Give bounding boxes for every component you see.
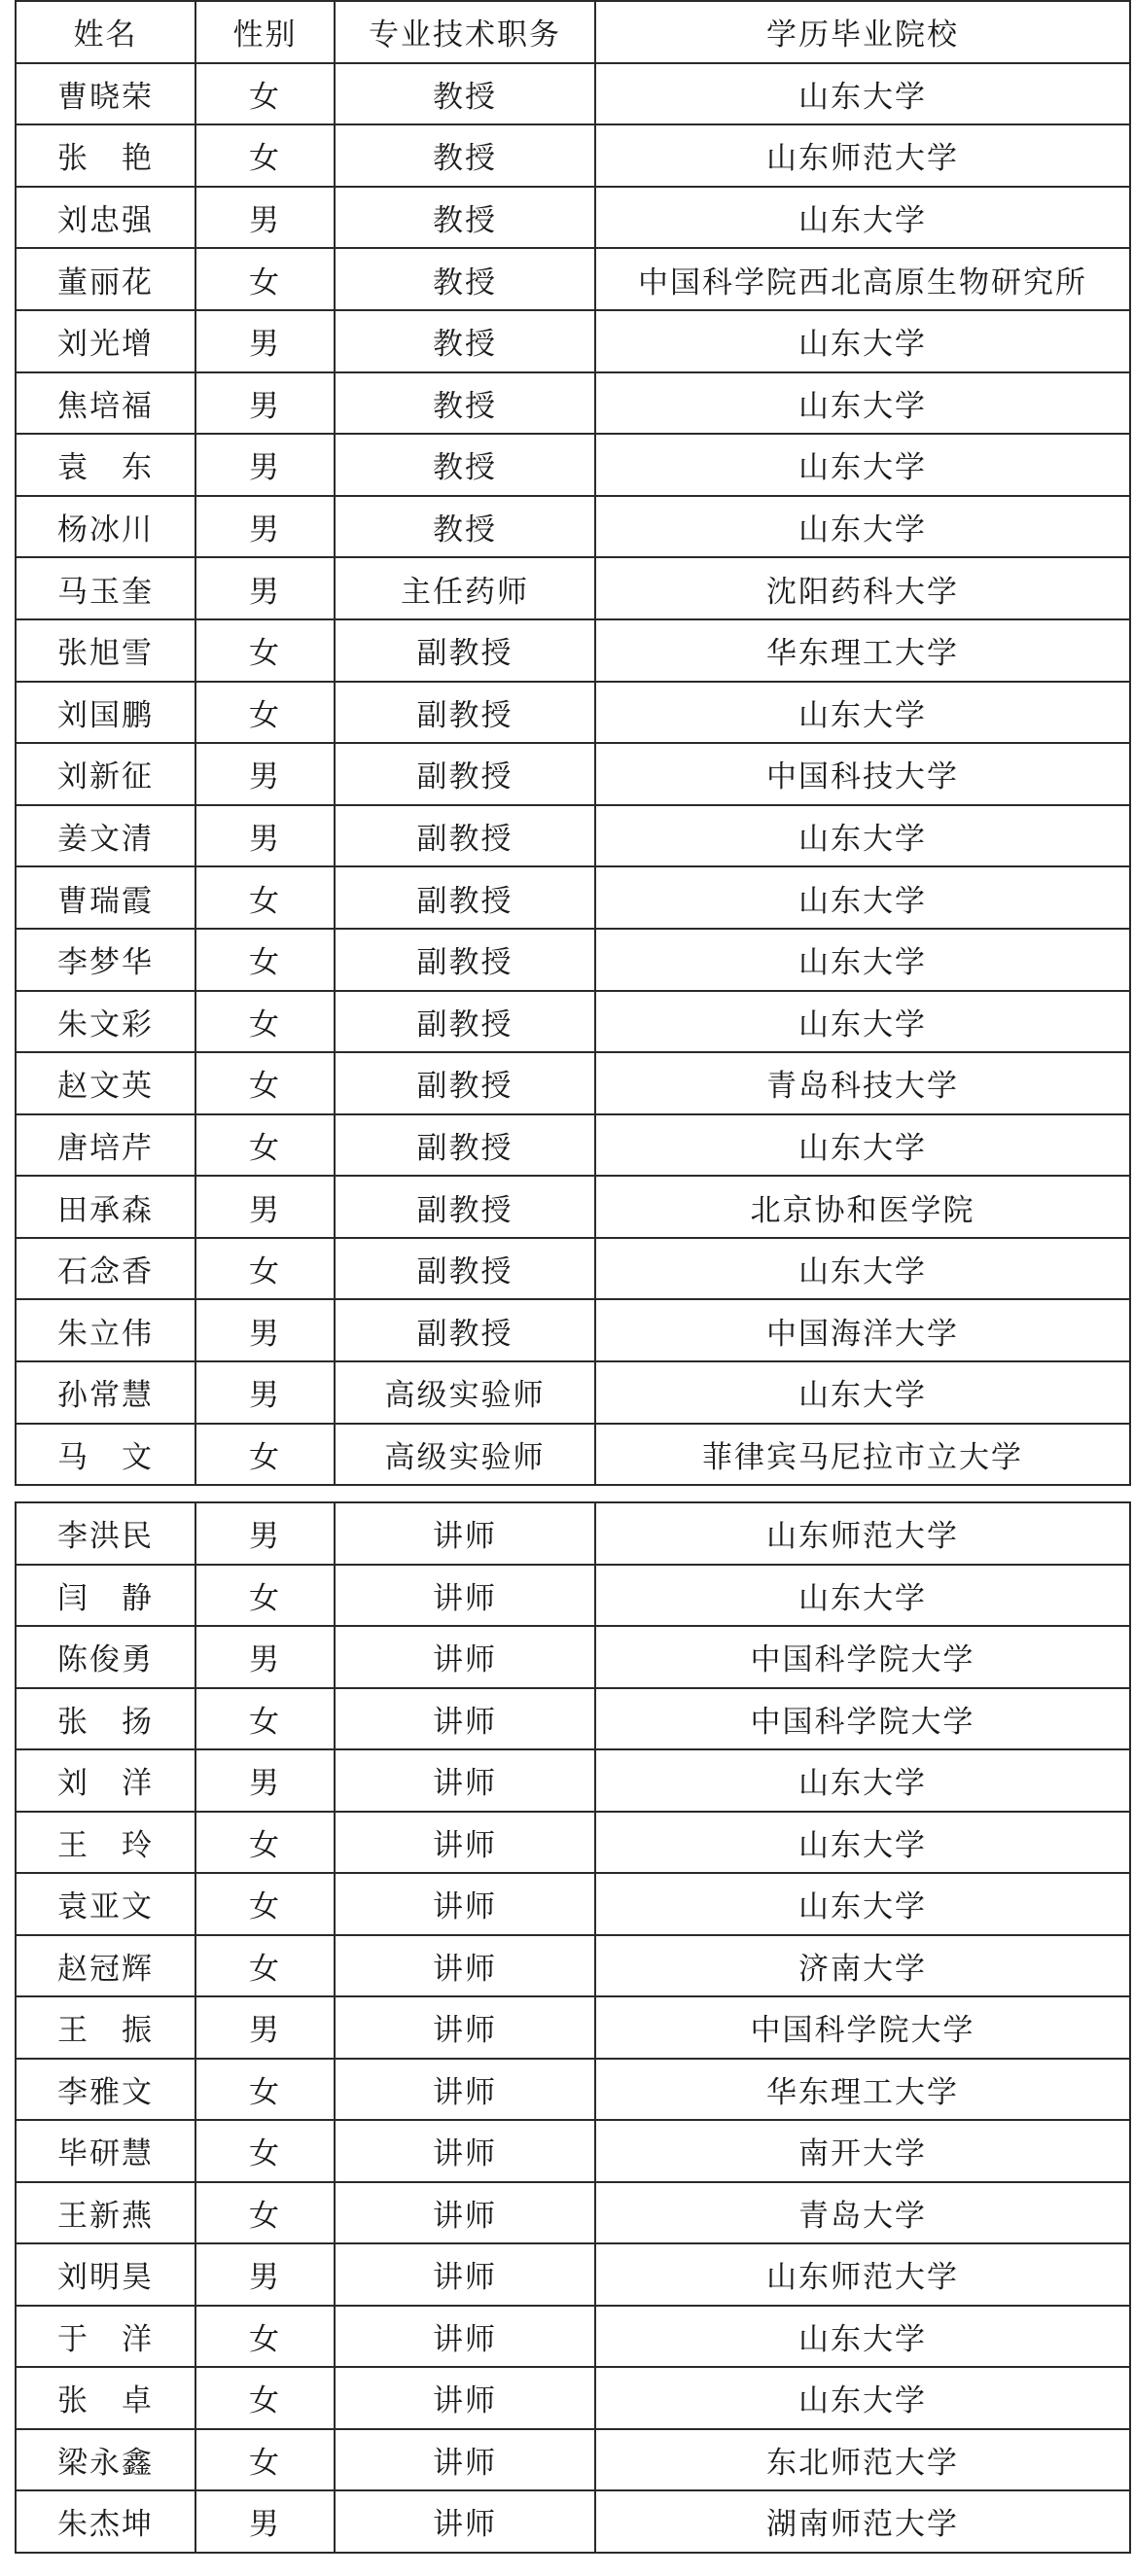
table-row xyxy=(16,866,1130,929)
cell-name: 曹晓荣 xyxy=(16,63,195,125)
cell-title: 副教授 xyxy=(335,1299,595,1361)
cell-school: 山东大学 xyxy=(595,866,1130,929)
cell-title: 教授 xyxy=(335,496,595,558)
cell-name: 马 文 xyxy=(16,1424,195,1486)
cell-title: 讲师 xyxy=(335,2120,595,2182)
cell-name: 董丽花 xyxy=(16,248,195,310)
cell-school: 山东师范大学 xyxy=(595,124,1130,187)
cell-title: 高级实验师 xyxy=(335,1424,595,1486)
cell-title: 副教授 xyxy=(335,1052,595,1114)
table-row xyxy=(16,1176,1130,1238)
cell-title: 讲师 xyxy=(335,2367,595,2429)
cell-title: 讲师 xyxy=(335,2182,595,2244)
cell-school: 山东大学 xyxy=(595,682,1130,744)
cell-school: 中国海洋大学 xyxy=(595,1299,1130,1361)
cell-name: 王 玲 xyxy=(16,1812,195,1874)
cell-school: 山东大学 xyxy=(595,2367,1130,2429)
cell-gender: 男 xyxy=(195,557,335,619)
cell-title: 副教授 xyxy=(335,805,595,867)
cell-gender: 男 xyxy=(195,434,335,496)
cell-title: 讲师 xyxy=(335,1565,595,1627)
cell-gender: 女 xyxy=(195,619,335,682)
cell-name: 张 卓 xyxy=(16,2367,195,2429)
cell-name: 李梦华 xyxy=(16,929,195,991)
table-row xyxy=(16,1114,1130,1177)
cell-title: 主任药师 xyxy=(335,557,595,619)
table-row xyxy=(16,991,1130,1053)
cell-title: 副教授 xyxy=(335,682,595,744)
table-row xyxy=(16,2182,1130,2244)
cell-school: 山东师范大学 xyxy=(595,2243,1130,2306)
table-row xyxy=(16,2429,1130,2491)
cell-gender: 男 xyxy=(195,1299,335,1361)
table-row xyxy=(16,619,1130,682)
cell-title: 副教授 xyxy=(335,991,595,1053)
cell-name: 刘 洋 xyxy=(16,1749,195,1812)
cell-name: 王新燕 xyxy=(16,2182,195,2244)
cell-gender: 女 xyxy=(195,1873,335,1935)
cell-name: 刘新征 xyxy=(16,743,195,805)
cell-title: 讲师 xyxy=(335,1502,595,1565)
cell-name: 曹瑞霞 xyxy=(16,866,195,929)
cell-name: 张 扬 xyxy=(16,1688,195,1750)
table-row xyxy=(16,248,1130,310)
cell-name: 赵文英 xyxy=(16,1052,195,1114)
cell-gender: 女 xyxy=(195,2059,335,2121)
cell-title: 讲师 xyxy=(335,2429,595,2491)
cell-gender: 男 xyxy=(195,1502,335,1565)
cell-title: 讲师 xyxy=(335,1812,595,1874)
header-school: 学历毕业院校 xyxy=(595,1,1130,63)
cell-title: 讲师 xyxy=(335,1996,595,2059)
table-row xyxy=(16,1361,1130,1424)
faculty-table-bottom xyxy=(15,1501,1131,2554)
cell-name: 袁亚文 xyxy=(16,1873,195,1935)
cell-gender: 女 xyxy=(195,1565,335,1627)
table-row xyxy=(16,1424,1130,1486)
table-row xyxy=(16,557,1130,619)
cell-name: 石念香 xyxy=(16,1238,195,1300)
table-row xyxy=(16,929,1130,991)
cell-school: 山东大学 xyxy=(595,1812,1130,1874)
cell-school: 山东大学 xyxy=(595,1565,1130,1627)
cell-gender: 女 xyxy=(195,2429,335,2491)
table-row xyxy=(16,434,1130,496)
cell-title: 讲师 xyxy=(335,1626,595,1688)
cell-name: 赵冠辉 xyxy=(16,1935,195,1997)
cell-gender: 女 xyxy=(195,2182,335,2244)
cell-name: 袁 东 xyxy=(16,434,195,496)
cell-name: 张 艳 xyxy=(16,124,195,187)
cell-gender: 女 xyxy=(195,1114,335,1177)
cell-gender: 男 xyxy=(195,1749,335,1812)
cell-name: 焦培福 xyxy=(16,372,195,435)
cell-gender: 女 xyxy=(195,124,335,187)
cell-title: 教授 xyxy=(335,187,595,249)
cell-name: 李雅文 xyxy=(16,2059,195,2121)
cell-title: 讲师 xyxy=(335,2059,595,2121)
cell-title: 讲师 xyxy=(335,2243,595,2306)
table-row xyxy=(16,1502,1130,1565)
table-row xyxy=(16,2306,1130,2368)
cell-title: 讲师 xyxy=(335,2306,595,2368)
cell-name: 于 洋 xyxy=(16,2306,195,2368)
cell-title: 教授 xyxy=(335,434,595,496)
table-row xyxy=(16,1688,1130,1750)
cell-name: 刘光增 xyxy=(16,310,195,372)
cell-school: 山东大学 xyxy=(595,805,1130,867)
cell-name: 王 振 xyxy=(16,1996,195,2059)
cell-gender: 女 xyxy=(195,2367,335,2429)
table-row xyxy=(16,1996,1130,2059)
cell-school: 山东大学 xyxy=(595,1238,1130,1300)
cell-title: 教授 xyxy=(335,248,595,310)
cell-gender: 男 xyxy=(195,372,335,435)
table-row xyxy=(16,63,1130,125)
cell-school: 中国科学院大学 xyxy=(595,1688,1130,1750)
cell-title: 讲师 xyxy=(335,1873,595,1935)
table-row xyxy=(16,1873,1130,1935)
cell-title: 高级实验师 xyxy=(335,1361,595,1424)
header-title: 专业技术职务 xyxy=(335,1,595,63)
cell-gender: 女 xyxy=(195,929,335,991)
table-row xyxy=(16,310,1130,372)
cell-title: 教授 xyxy=(335,124,595,187)
cell-gender: 女 xyxy=(195,1935,335,1997)
cell-school: 山东大学 xyxy=(595,63,1130,125)
cell-gender: 男 xyxy=(195,310,335,372)
table-row xyxy=(16,372,1130,435)
cell-gender: 男 xyxy=(195,743,335,805)
cell-title: 教授 xyxy=(335,63,595,125)
cell-name: 梁永鑫 xyxy=(16,2429,195,2491)
cell-school: 北京协和医学院 xyxy=(595,1176,1130,1238)
cell-gender: 男 xyxy=(195,1996,335,2059)
cell-title: 副教授 xyxy=(335,619,595,682)
cell-school: 南开大学 xyxy=(595,2120,1130,2182)
table-row xyxy=(16,743,1130,805)
cell-school: 华东理工大学 xyxy=(595,2059,1130,2121)
cell-gender: 男 xyxy=(195,187,335,249)
cell-school: 山东大学 xyxy=(595,310,1130,372)
table-row xyxy=(16,2059,1130,2121)
table-row xyxy=(16,1812,1130,1874)
cell-name: 姜文清 xyxy=(16,805,195,867)
table-row xyxy=(16,682,1130,744)
cell-title: 副教授 xyxy=(335,929,595,991)
cell-name: 马玉奎 xyxy=(16,557,195,619)
cell-name: 李洪民 xyxy=(16,1502,195,1565)
cell-school: 山东大学 xyxy=(595,929,1130,991)
table-row xyxy=(16,2367,1130,2429)
cell-school: 山东大学 xyxy=(595,1749,1130,1812)
table-body-bottom xyxy=(16,1502,1130,2553)
table-row xyxy=(16,187,1130,249)
cell-gender: 男 xyxy=(195,2490,335,2553)
cell-name: 陈俊勇 xyxy=(16,1626,195,1688)
table-row xyxy=(16,1935,1130,1997)
cell-school: 东北师范大学 xyxy=(595,2429,1130,2491)
table-row xyxy=(16,124,1130,187)
cell-title: 教授 xyxy=(335,310,595,372)
faculty-table-top xyxy=(15,0,1131,1486)
cell-school: 山东大学 xyxy=(595,2306,1130,2368)
cell-title: 教授 xyxy=(335,372,595,435)
cell-gender: 女 xyxy=(195,63,335,125)
cell-title: 副教授 xyxy=(335,866,595,929)
table-row xyxy=(16,496,1130,558)
cell-title: 副教授 xyxy=(335,1176,595,1238)
cell-gender: 女 xyxy=(195,1424,335,1486)
table-row xyxy=(16,2120,1130,2182)
cell-gender: 男 xyxy=(195,1361,335,1424)
cell-gender: 女 xyxy=(195,2306,335,2368)
cell-gender: 男 xyxy=(195,2243,335,2306)
header-gender: 性别 xyxy=(195,1,335,63)
cell-school: 中国科学院西北高原生物研究所 xyxy=(595,248,1130,310)
cell-gender: 女 xyxy=(195,248,335,310)
cell-gender: 女 xyxy=(195,1688,335,1750)
cell-name: 刘明昊 xyxy=(16,2243,195,2306)
cell-school: 济南大学 xyxy=(595,1935,1130,1997)
cell-school: 山东大学 xyxy=(595,187,1130,249)
table-row xyxy=(16,1299,1130,1361)
cell-school: 中国科学院大学 xyxy=(595,1996,1130,2059)
cell-name: 张旭雪 xyxy=(16,619,195,682)
cell-title: 讲师 xyxy=(335,1749,595,1812)
cell-gender: 女 xyxy=(195,1812,335,1874)
cell-gender: 女 xyxy=(195,991,335,1053)
cell-gender: 女 xyxy=(195,682,335,744)
table-row xyxy=(16,2490,1130,2553)
cell-school: 中国科技大学 xyxy=(595,743,1130,805)
cell-gender: 女 xyxy=(195,1052,335,1114)
cell-school: 山东师范大学 xyxy=(595,1502,1130,1565)
cell-school: 菲律宾马尼拉市立大学 xyxy=(595,1424,1130,1486)
cell-name: 杨冰川 xyxy=(16,496,195,558)
table-row xyxy=(16,1749,1130,1812)
cell-name: 朱杰坤 xyxy=(16,2490,195,2553)
table-row xyxy=(16,2243,1130,2306)
cell-title: 副教授 xyxy=(335,743,595,805)
table-row xyxy=(16,1626,1130,1688)
cell-name: 田承森 xyxy=(16,1176,195,1238)
header-name: 姓名 xyxy=(16,1,195,63)
table-row xyxy=(16,1052,1130,1114)
cell-school: 中国科学院大学 xyxy=(595,1626,1130,1688)
cell-school: 山东大学 xyxy=(595,991,1130,1053)
cell-name: 孙常慧 xyxy=(16,1361,195,1424)
cell-gender: 女 xyxy=(195,1238,335,1300)
cell-school: 山东大学 xyxy=(595,496,1130,558)
cell-school: 山东大学 xyxy=(595,434,1130,496)
cell-name: 唐培芹 xyxy=(16,1114,195,1177)
table-row xyxy=(16,805,1130,867)
cell-school: 湖南师范大学 xyxy=(595,2490,1130,2553)
table-body-top xyxy=(16,63,1130,1486)
cell-name: 刘忠强 xyxy=(16,187,195,249)
cell-gender: 女 xyxy=(195,866,335,929)
cell-name: 朱立伟 xyxy=(16,1299,195,1361)
cell-title: 讲师 xyxy=(335,1688,595,1750)
cell-school: 山东大学 xyxy=(595,1873,1130,1935)
cell-gender: 男 xyxy=(195,805,335,867)
cell-school: 山东大学 xyxy=(595,372,1130,435)
table-row xyxy=(16,1238,1130,1300)
cell-school: 山东大学 xyxy=(595,1114,1130,1177)
cell-school: 华东理工大学 xyxy=(595,619,1130,682)
cell-title: 副教授 xyxy=(335,1114,595,1177)
cell-title: 副教授 xyxy=(335,1238,595,1300)
table-header-row xyxy=(16,1,1130,63)
cell-gender: 男 xyxy=(195,496,335,558)
cell-name: 朱文彩 xyxy=(16,991,195,1053)
cell-gender: 女 xyxy=(195,2120,335,2182)
cell-title: 讲师 xyxy=(335,1935,595,1997)
cell-school: 沈阳药科大学 xyxy=(595,557,1130,619)
cell-gender: 男 xyxy=(195,1176,335,1238)
cell-title: 讲师 xyxy=(335,2490,595,2553)
cell-name: 闫 静 xyxy=(16,1565,195,1627)
cell-school: 青岛大学 xyxy=(595,2182,1130,2244)
cell-name: 毕研慧 xyxy=(16,2120,195,2182)
table-row xyxy=(16,1565,1130,1627)
cell-school: 青岛科技大学 xyxy=(595,1052,1130,1114)
cell-school: 山东大学 xyxy=(595,1361,1130,1424)
cell-name: 刘国鹏 xyxy=(16,682,195,744)
cell-gender: 男 xyxy=(195,1626,335,1688)
